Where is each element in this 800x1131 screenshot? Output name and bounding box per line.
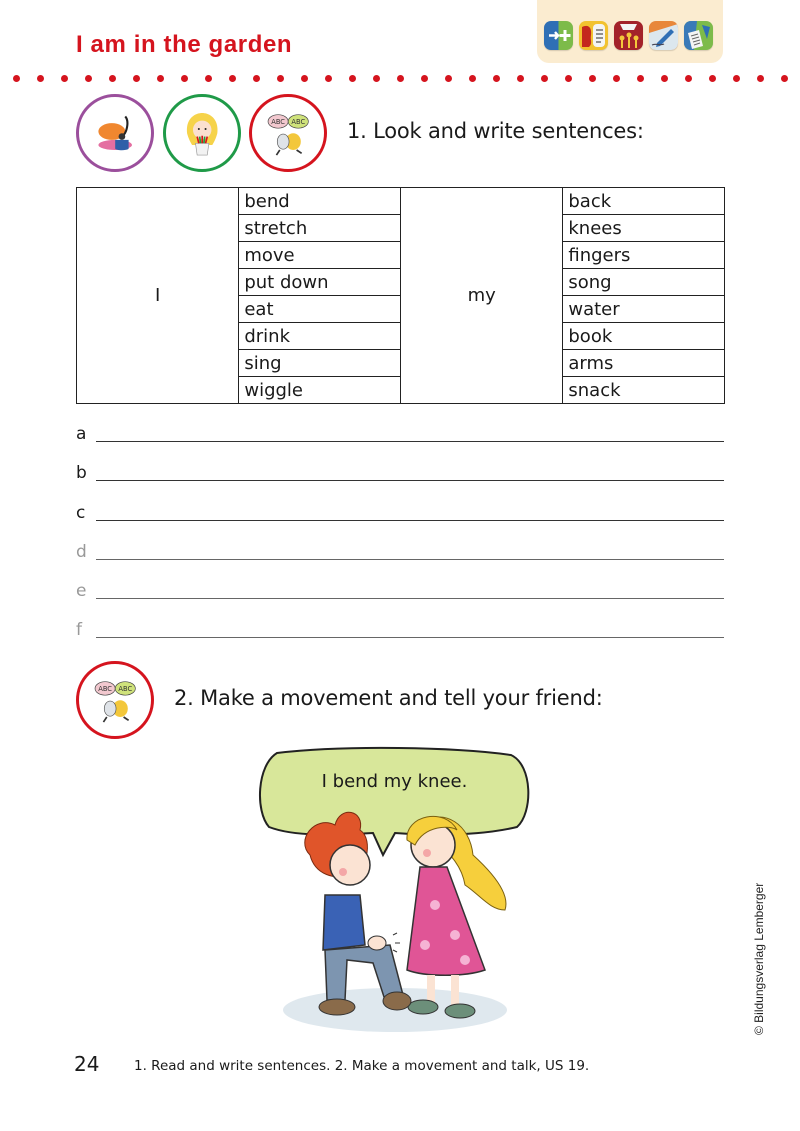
drawing-badge bbox=[163, 94, 241, 172]
divider-dot bbox=[781, 75, 788, 82]
divider-dot bbox=[109, 75, 116, 82]
children-illustration bbox=[255, 745, 530, 1035]
speaking-badge bbox=[249, 94, 327, 172]
table-row bbox=[77, 188, 725, 215]
divider-dot bbox=[397, 75, 404, 82]
object-cell: water bbox=[563, 296, 725, 323]
divider-dot bbox=[565, 75, 572, 82]
answer-line-f[interactable] bbox=[76, 616, 724, 655]
page-title: I am in the garden bbox=[76, 31, 293, 58]
svg-text:ABC: ABC bbox=[271, 117, 285, 126]
copyright-notice: © Bildungsverlag Lemberger bbox=[752, 882, 766, 1035]
task-2-title: 2. Make a movement and tell your friend: bbox=[174, 686, 603, 710]
divider-dot bbox=[253, 75, 260, 82]
speaking-badge bbox=[76, 661, 154, 739]
object-cell: back bbox=[563, 188, 725, 215]
object-cell: song bbox=[563, 269, 725, 296]
verb-cell: move bbox=[239, 242, 401, 269]
object-cell: fingers bbox=[563, 242, 725, 269]
verb-cell: eat bbox=[239, 296, 401, 323]
svg-text:ABC: ABC bbox=[118, 684, 132, 693]
answer-line-c[interactable] bbox=[76, 499, 724, 538]
answer-line-a[interactable] bbox=[76, 420, 724, 459]
dotted-divider bbox=[0, 74, 800, 83]
writing-rule[interactable] bbox=[96, 480, 724, 481]
object-cell: arms bbox=[563, 350, 725, 377]
divider-dot bbox=[637, 75, 644, 82]
divider-dot bbox=[205, 75, 212, 82]
divider-dot bbox=[541, 75, 548, 82]
object-cell: knees bbox=[563, 215, 725, 242]
listen-speak-icon bbox=[579, 21, 608, 50]
writing-rule[interactable] bbox=[96, 559, 724, 560]
footer-note: 1. Read and write sentences. 2. Make a movement and talk, US 19. bbox=[134, 1058, 590, 1074]
divider-dot bbox=[517, 75, 524, 82]
answer-lines bbox=[76, 420, 724, 656]
verb-cell: put down bbox=[239, 269, 401, 296]
divider-dot bbox=[445, 75, 452, 82]
task-1-title: 1. Look and write sentences: bbox=[347, 119, 644, 143]
writing-rule[interactable] bbox=[96, 441, 724, 442]
divider-dot bbox=[757, 75, 764, 82]
divider-dot bbox=[733, 75, 740, 82]
svg-text:ABC: ABC bbox=[98, 684, 112, 693]
subject-cell: I bbox=[77, 188, 239, 404]
cats-talking-icon bbox=[90, 675, 140, 725]
reading-badge bbox=[76, 94, 154, 172]
answer-line-label: f bbox=[76, 620, 82, 641]
divider-dot bbox=[589, 75, 596, 82]
verb-cell: stretch bbox=[239, 215, 401, 242]
answer-line-label: c bbox=[76, 502, 86, 523]
match-add-icon bbox=[544, 21, 573, 50]
divider-dot bbox=[325, 75, 332, 82]
write-pencil-icon bbox=[649, 21, 678, 50]
divider-dot bbox=[301, 75, 308, 82]
divider-dot bbox=[469, 75, 476, 82]
read-document-icon bbox=[684, 21, 713, 50]
answer-line-label: a bbox=[76, 424, 87, 444]
divider-dot bbox=[133, 75, 140, 82]
divider-dot bbox=[685, 75, 692, 82]
page-number: 24 bbox=[74, 1052, 100, 1076]
divider-dot bbox=[421, 75, 428, 82]
answer-line-e[interactable] bbox=[76, 577, 724, 616]
verb-cell: wiggle bbox=[239, 377, 401, 404]
answer-line-label: b bbox=[76, 463, 87, 484]
verb-cell: bend bbox=[239, 188, 401, 215]
divider-dot bbox=[61, 75, 68, 82]
divider-dot bbox=[661, 75, 668, 82]
verb-cell: sing bbox=[239, 350, 401, 377]
divider-dot bbox=[277, 75, 284, 82]
divider-dot bbox=[709, 75, 716, 82]
divider-dot bbox=[157, 75, 164, 82]
writing-rule[interactable] bbox=[96, 637, 724, 638]
divider-dot bbox=[85, 75, 92, 82]
writing-rule[interactable] bbox=[96, 520, 724, 521]
verb-cell: drink bbox=[239, 323, 401, 350]
writing-rule[interactable] bbox=[96, 598, 724, 599]
girl-with-pencils-icon bbox=[177, 108, 227, 158]
divider-dot bbox=[181, 75, 188, 82]
answer-line-label: e bbox=[76, 581, 87, 602]
word-table bbox=[76, 187, 725, 404]
divider-dot bbox=[37, 75, 44, 82]
girl-reading-with-cat-icon bbox=[90, 108, 140, 158]
speech-bubble-text: I bend my knee. bbox=[321, 771, 468, 792]
presentation-icon bbox=[614, 21, 643, 50]
object-cell: book bbox=[563, 323, 725, 350]
skill-icon-strip bbox=[544, 21, 713, 50]
possessive-cell: my bbox=[400, 188, 562, 404]
divider-dot bbox=[349, 75, 356, 82]
object-cell: snack bbox=[563, 377, 725, 404]
divider-dot bbox=[613, 75, 620, 82]
svg-text:ABC: ABC bbox=[291, 117, 305, 126]
answer-line-b[interactable] bbox=[76, 459, 724, 498]
divider-dot bbox=[373, 75, 380, 82]
divider-dot bbox=[13, 75, 20, 82]
answer-line-label: d bbox=[76, 541, 87, 562]
divider-dot bbox=[229, 75, 236, 82]
cats-talking-icon bbox=[263, 108, 313, 158]
divider-dot bbox=[493, 75, 500, 82]
answer-line-d[interactable] bbox=[76, 538, 724, 577]
